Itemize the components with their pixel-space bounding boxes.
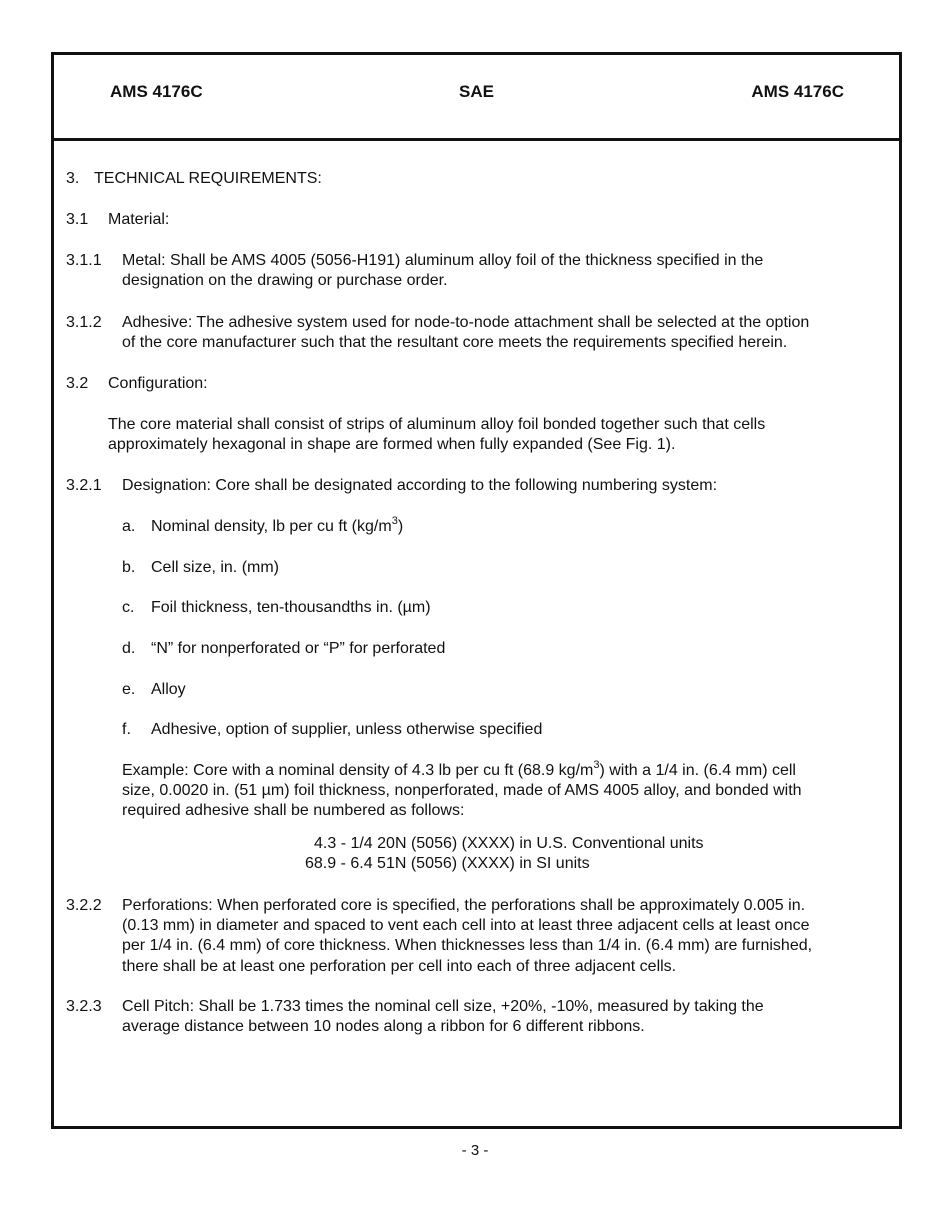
header-org: SAE bbox=[459, 82, 494, 101]
list-item-letter: a. bbox=[122, 518, 136, 535]
list-item bbox=[151, 514, 404, 538]
designation-code-us: 4.3 - 1/4 20N (5056) (XXXX) in U.S. Conventional units bbox=[314, 835, 704, 852]
list-item-letter: e. bbox=[122, 681, 136, 698]
designation-code-si: 68.9 - 6.4 51N (5056) (XXXX) in SI units bbox=[305, 855, 590, 872]
example-line bbox=[122, 758, 796, 782]
list-item-text: Adhesive, option of supplier, unless otherwise specified bbox=[151, 721, 543, 738]
header-doc-id-right: AMS 4176C bbox=[751, 82, 844, 101]
list-item-letter: f. bbox=[122, 721, 131, 738]
example-text-tail: ) with a 1/4 in. (6.4 mm) cell bbox=[599, 762, 796, 779]
example-line: size, 0.0020 in. (51 µm) foil thickness, nonperforated, made of AMS 4005 alloy, and bonded with bbox=[122, 782, 802, 799]
list-item-text: Foil thickness, ten-thousandths in. (µm) bbox=[151, 599, 431, 616]
section-3-2-3-line: average distance between 10 nodes along a ribbon for 6 different ribbons. bbox=[122, 1018, 645, 1035]
section-3-1-title: Material: bbox=[108, 211, 170, 228]
page-number: - 3 - bbox=[461, 1142, 489, 1159]
section-3-2-2-line: there shall be at least one perforation per cell into each of three adjacent cells. bbox=[122, 958, 677, 975]
list-item-text: “N” for nonperforated or “P” for perforated bbox=[151, 640, 446, 657]
section-3-1-1-number: 3.1.1 bbox=[66, 252, 102, 269]
section-3-1-2-line: of the core manufacturer such that the resultant core meets the requirements specified herein. bbox=[122, 334, 788, 351]
superscript: 3 bbox=[593, 758, 600, 771]
section-3-1-1-line: Metal: Shall be AMS 4005 (5056-H191) aluminum alloy foil of the thickness specified in the bbox=[122, 252, 764, 269]
section-3-2-title: Configuration: bbox=[108, 375, 208, 392]
example-text: Example: Core with a nominal density of 4.3 lb per cu ft (68.9 kg/m bbox=[122, 762, 594, 779]
list-item-letter: d. bbox=[122, 640, 136, 657]
example-line: required adhesive shall be numbered as follows: bbox=[122, 802, 465, 819]
list-item-text: Nominal density, lb per cu ft (kg/m bbox=[151, 518, 392, 535]
list-item-text-tail: ) bbox=[397, 518, 404, 535]
section-3-2-3-line: Cell Pitch: Shall be 1.733 times the nominal cell size, +20%, -10%, measured by taking the bbox=[122, 998, 764, 1015]
section-3-2-line: The core material shall consist of strips of aluminum alloy foil bonded together such that cells bbox=[108, 416, 766, 433]
section-3-1-1-line: designation on the drawing or purchase order. bbox=[122, 272, 448, 289]
superscript: 3 bbox=[391, 514, 398, 527]
section-3-2-2-number: 3.2.2 bbox=[66, 897, 102, 914]
section-3-1-2-number: 3.1.2 bbox=[66, 314, 102, 331]
list-item-text: Cell size, in. (mm) bbox=[151, 559, 280, 576]
section-3-2-2-line: per 1/4 in. (6.4 mm) of core thickness. When thicknesses less than 1/4 in. (6.4 mm) are furnished, bbox=[122, 937, 813, 954]
list-item-letter: b. bbox=[122, 559, 136, 576]
section-3-number: 3. bbox=[66, 170, 80, 187]
page-header bbox=[54, 55, 899, 141]
section-3-2-1-title: Designation: Core shall be designated according to the following numbering system: bbox=[122, 477, 718, 494]
list-item-text: Alloy bbox=[151, 681, 186, 698]
section-3-1-number: 3.1 bbox=[66, 211, 89, 228]
section-3-title: TECHNICAL REQUIREMENTS: bbox=[94, 170, 322, 187]
section-3-2-2-line: Perforations: When perforated core is specified, the perforations shall be approximately 0.005 in. bbox=[122, 897, 806, 914]
section-3-2-line: approximately hexagonal in shape are formed when fully expanded (See Fig. 1). bbox=[108, 436, 676, 453]
section-3-1-2-line: Adhesive: The adhesive system used for node-to-node attachment shall be selected at the option bbox=[122, 314, 810, 331]
section-3-2-2-line: (0.13 mm) in diameter and spaced to vent each cell into at least three adjacent cells at least once bbox=[122, 917, 810, 934]
section-3-2-number: 3.2 bbox=[66, 375, 89, 392]
header-doc-id-left: AMS 4176C bbox=[110, 82, 203, 101]
section-3-2-3-number: 3.2.3 bbox=[66, 998, 102, 1015]
section-3-2-1-number: 3.2.1 bbox=[66, 477, 102, 494]
list-item-letter: c. bbox=[122, 599, 135, 616]
